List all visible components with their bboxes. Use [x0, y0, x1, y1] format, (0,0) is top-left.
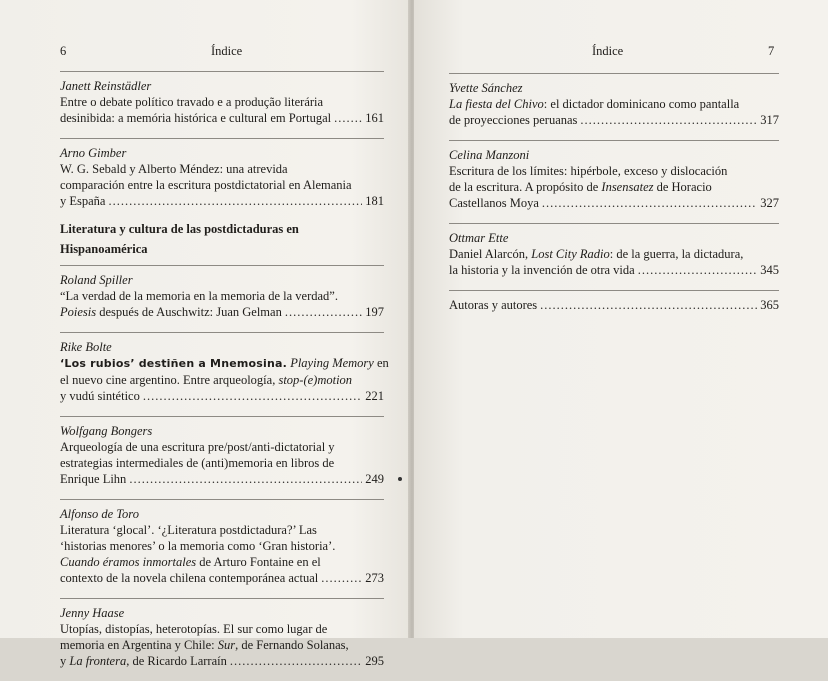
entry-title-line: Entre o debate político travado e a produção literária — [60, 95, 324, 109]
leader-dots — [638, 262, 758, 278]
divider — [449, 73, 779, 74]
entry-last-line — [449, 112, 779, 128]
toc-entry-autores — [449, 297, 779, 313]
divider — [449, 140, 779, 141]
entry-last-line — [60, 193, 384, 209]
entry-page-number: 295 — [365, 654, 384, 668]
entry-title-line — [60, 653, 227, 669]
entry-author: Roland Spiller — [60, 273, 133, 287]
entry-title-line: y España — [60, 194, 106, 208]
leader-dots — [580, 112, 757, 128]
toc-entry-de-toro — [60, 506, 384, 586]
entry-title-line: ‘historias menores’ o la memoria como ‘Gran historia’. — [60, 539, 336, 553]
entry-author: Yvette Sánchez — [449, 81, 523, 95]
text: , de Fernando Solanas, — [235, 638, 349, 652]
italic-text: Sur — [217, 638, 236, 652]
entry-title-line — [449, 96, 779, 112]
entry-author: Celina Manzoni — [449, 148, 530, 162]
italic-text: Poiesis — [60, 305, 97, 319]
entry-page-number: 221 — [365, 389, 384, 403]
leader-dots — [321, 570, 362, 586]
italic-text: stop-(e)motion — [278, 373, 353, 387]
entry-title-line: Autoras y autores — [449, 298, 538, 312]
entry-title-line: la historia y la invención de otra vida — [449, 263, 635, 277]
entry-title-line: Escritura de los límites: hipérbole, exceso y dislocación — [449, 164, 728, 178]
text: después de Auschwitz: Juan Gelman — [96, 305, 282, 319]
entry-last-line — [449, 262, 779, 278]
text: : el dictador dominicano como pantalla — [543, 97, 740, 111]
entry-page-number: 327 — [760, 196, 779, 210]
toc-entry-gimber — [60, 145, 384, 209]
entry-last-line — [60, 653, 384, 669]
entry-title-line — [60, 372, 384, 388]
page-number-left: 6 — [60, 44, 67, 58]
text: en — [373, 356, 389, 370]
section-heading-line: Literatura y cultura de las postdictaduras en — [60, 222, 299, 236]
entry-last-line — [60, 304, 384, 320]
running-head-right: Índice — [592, 44, 624, 58]
italic-text: La fiesta del Chivo — [449, 97, 544, 111]
entry-title-line: desinibida: a memória histórica e cultural em Portugal — [60, 111, 332, 125]
toc-entry-bolte — [60, 339, 389, 404]
toc-left — [60, 71, 389, 681]
italic-text: Playing Memory — [287, 356, 374, 370]
leader-dots — [334, 110, 362, 126]
entry-page-number: 365 — [760, 298, 779, 312]
text: de la escritura. A propósito de — [449, 180, 602, 194]
entry-page-number: 197 — [365, 305, 384, 319]
toc-entry-ette — [449, 230, 779, 278]
entry-title-line: “La verdad de la memoria en la memoria de la verdad”. — [60, 289, 338, 303]
entry-last-line — [449, 195, 779, 211]
divider — [449, 290, 779, 291]
entry-last-line — [60, 570, 384, 586]
text: : de la guerra, la dictadura, — [609, 247, 744, 261]
entry-author: Rike Bolte — [60, 340, 112, 354]
entry-title-line: W. G. Sebald y Alberto Méndez: una atrevida — [60, 162, 288, 176]
entry-title-line: Castellanos Moya — [449, 196, 539, 210]
entry-last-line — [449, 297, 779, 313]
entry-title-line — [60, 304, 282, 320]
divider — [60, 332, 384, 333]
text: , de Ricardo Larraín — [126, 654, 227, 668]
toc-entry-manzoni — [449, 147, 779, 211]
italic-text: La frontera — [69, 654, 127, 668]
entry-page-number: 181 — [365, 194, 384, 208]
section-heading-line: Hispanoamérica — [60, 242, 148, 256]
entry-title-line — [60, 637, 384, 653]
entry-title-line — [449, 179, 779, 195]
entry-author: Ottmar Ette — [449, 231, 509, 245]
entry-author: Wolfgang Bongers — [60, 424, 153, 438]
page-number-right: 7 — [768, 44, 775, 58]
divider — [60, 416, 384, 417]
entry-last-line — [60, 471, 384, 487]
entry-page-number: 273 — [365, 571, 384, 585]
toc-right — [449, 73, 779, 325]
gothic-title: ‘Los rubios’ destiñen a Mnemosina. — [60, 357, 288, 370]
entry-author: Arno Gimber — [60, 146, 127, 160]
divider — [60, 138, 384, 139]
running-head-left: Índice — [211, 44, 243, 58]
divider — [449, 223, 779, 224]
toc-entry-spiller — [60, 272, 384, 320]
leader-dots — [129, 471, 362, 487]
leader-dots — [230, 653, 362, 669]
section-heading — [60, 221, 384, 257]
text: de Arturo Fontaine en el — [196, 555, 321, 569]
italic-text: Insensatez — [601, 180, 654, 194]
divider — [60, 598, 384, 599]
leader-dots — [540, 297, 757, 313]
italic-text: Cuando éramos inmortales — [60, 555, 197, 569]
right-page — [414, 0, 828, 638]
text: de Horacio — [653, 180, 712, 194]
entry-title-line: Literatura ‘glocal’. ‘¿Literatura postdictadura?’ Las — [60, 523, 317, 537]
entry-title-line: Arqueología de una escritura pre/post/anti-dictatorial y — [60, 440, 335, 454]
divider — [60, 499, 384, 500]
text: memoria en Argentina y Chile: — [60, 638, 218, 652]
entry-title-line: estrategias intermediales de (anti)memoria en libros de — [60, 456, 335, 470]
ink-speck — [398, 477, 402, 481]
entry-author: Janett Reinstädler — [60, 79, 152, 93]
entry-title-line: Enrique Lihn — [60, 472, 127, 486]
toc-entry-reinstadler — [60, 78, 384, 126]
entry-title-line: comparación entre la escritura postdictatorial en Alemania — [60, 178, 352, 192]
entry-title-line: y vudú sintético — [60, 389, 140, 403]
entry-title-line: contexto de la novela chilena contemporánea actual — [60, 571, 319, 585]
toc-entry-haase — [60, 605, 384, 669]
left-page — [0, 0, 412, 668]
entry-title-line — [60, 355, 389, 372]
leader-dots — [542, 195, 757, 211]
entry-last-line — [60, 110, 384, 126]
entry-page-number: 249 — [365, 472, 384, 486]
text: el nuevo cine argentino. Entre arqueología, — [60, 373, 279, 387]
italic-text: Lost City Radio — [531, 247, 610, 261]
text: y — [60, 654, 70, 668]
entry-page-number: 317 — [760, 113, 779, 127]
entry-page-number: 161 — [365, 111, 384, 125]
toc-entry-sanchez — [449, 80, 779, 128]
entry-author: Jenny Haase — [60, 606, 125, 620]
leader-dots — [143, 388, 362, 404]
leader-dots — [108, 193, 362, 209]
entry-title-line — [449, 246, 779, 262]
text: Daniel Alarcón, — [449, 247, 532, 261]
divider — [60, 265, 384, 266]
entry-page-number: 345 — [760, 263, 779, 277]
entry-title-line — [60, 554, 384, 570]
toc-entry-bongers — [60, 423, 384, 487]
divider — [60, 71, 384, 72]
leader-dots — [285, 304, 362, 320]
entry-author: Alfonso de Toro — [60, 507, 139, 521]
entry-last-line — [60, 388, 384, 404]
entry-title-line: Utopías, distopías, heterotopías. El sur como lugar de — [60, 622, 328, 636]
entry-title-line: de proyecciones peruanas — [449, 113, 578, 127]
